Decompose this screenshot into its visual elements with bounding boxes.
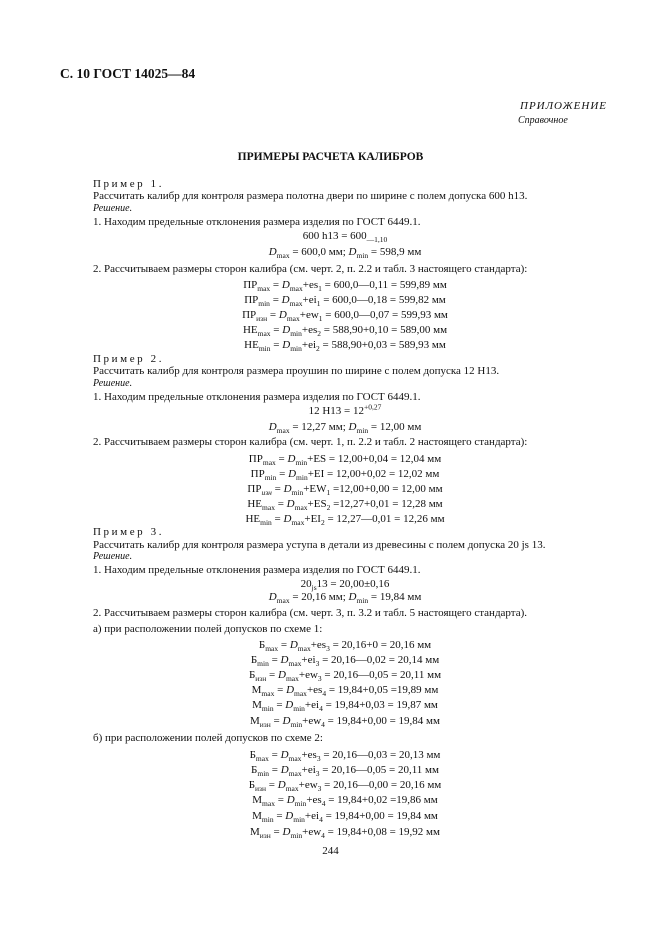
page-header: С. 10 ГОСТ 14025—84 — [60, 66, 196, 81]
example-1-formula-5: $НЕ_{min} = D_{min}+ei_2 = 588,90+0,03 = 589,93$ мм — [244, 339, 446, 354]
example-3-a-formula-1: $Б_{max} = D_{max}+es_3 = 20,16+0 = 20,16$ мм — [258, 639, 432, 654]
example-2-tolerance: 12 $H13 = 12^{+0,27}$ — [308, 402, 382, 417]
example-3-limits: $D_{max} = 20,16$ мм; $D_{min} = 19,84$ мм — [268, 591, 422, 606]
example-3-b-formula-4: $М_{max} = D_{min}+es_4 = 19,84+0,02 =19,86$ мм — [252, 794, 438, 809]
example-1-task: Рассчитать калибр для контроля размера полотна двери по ширине с полем допуска 600 h13. — [93, 190, 528, 202]
example-2-formula-3: $ПР_{изн} = D_{min}+EW_1 =12,00+0,00 = 12,00$ мм — [247, 483, 443, 498]
example-3-solution: Решение. — [93, 551, 133, 562]
example-1-solution: Решение. — [93, 203, 133, 214]
example-1-step1: 1. Находим предельные отклонения размера изделия по ГОСТ 6449.1. — [93, 216, 421, 228]
example-2-formula-2: $ПР_{min} = D_{min}+EI = 12,00+0,02 = 12,02$ мм — [250, 468, 440, 483]
example-2-formula-5: $НЕ_{min} = D_{max}+EI_2$ = 12,27—0,01 = 12,26 мм — [245, 513, 445, 528]
example-3-b-formula-6: $М_{изн} = D_{min}+ew_4 = 19,84+0,08 = 19,92$ мм — [250, 826, 440, 841]
example-3-task: Рассчитать калибр для контроля размера уступа в детали из древесины с полем допуска 20 js 13. — [93, 539, 546, 551]
example-1-limits: $D_{max} = 600,0$ мм; $D_{min} = 598,9$ мм — [268, 246, 422, 261]
example-2-solution: Решение. — [93, 378, 133, 389]
example-3-b-formula-2: $Б_{min} = D_{max}+ei_3$ = 20,16—0,05 = 20,11 мм — [251, 764, 439, 779]
example-3-step2: 2. Рассчитываем размеры сторон калибра (см. черт. 3, п. 3.2 и табл. 5 настоящего стандарта). — [93, 607, 528, 619]
page-title: ПРИМЕРЫ РАСЧЕТА КАЛИБРОВ — [237, 151, 424, 163]
example-1-formula-2: $ПР_{min} = D_{max}+ei_1$ = 600,0—0,18 = 599,82 мм — [244, 294, 446, 309]
example-3-case-b: б) при расположении полей допусков по схеме 2: — [93, 732, 323, 744]
example-1-formula-3: $ПР_{изн} = D_{max}+ew_1$ = 600,0—0,07 = 599,93 мм — [242, 309, 448, 324]
example-3-a-formula-6: $М_{изн} = D_{min}+ew_4 = 19,84+0,00 = 19,84$ мм — [250, 715, 440, 730]
example-1-formula-4: $НЕ_{max} = D_{min}+es_2 = 588,90+0,10 = 589,00$ мм — [242, 324, 448, 339]
example-2-step1: 1. Находим предельные отклонения размера изделия по ГОСТ 6449.1. — [93, 391, 421, 403]
example-3-a-formula-5: $М_{min} = D_{min}+ei_4 = 19,84+0,03 = 19,87$ мм — [252, 699, 438, 714]
example-1-formula-1: $ПР_{max} = D_{max}+es_1$ = 600,0—0,11 = 599,89 мм — [243, 279, 447, 294]
example-1-tolerance: 600 $h13 = 600_{—1,10}$ — [302, 230, 388, 245]
reference-label: Справочное — [518, 115, 568, 126]
example-3-a-formula-2: $Б_{min} = D_{max}+ei_3$ = 20,16—0,02 = 20,14 мм — [250, 654, 440, 669]
example-2-limits: $D_{max} = 12,27$ мм; $D_{min} = 12,00$ мм — [268, 421, 422, 436]
example-2-step2: 2. Рассчитываем размеры сторон калибра (см. черт. 1, п. 2.2 и табл. 2 настоящего стандарта): — [93, 436, 528, 448]
example-3-b-formula-1: $Б_{max} = D_{max}+es_3$ = 20,16—0,03 = 20,13 мм — [249, 749, 441, 764]
example-1-label: Пример 1. — [93, 178, 165, 190]
example-3-a-formula-3: $Б_{изн} = D_{max}+ew_3$ = 20,16—0,05 = 20,11 мм — [248, 669, 442, 684]
example-3-step1: 1. Находим предельные отклонения размера изделия по ГОСТ 6449.1. — [93, 564, 421, 576]
appendix-label: ПРИЛОЖЕНИЕ — [520, 100, 607, 112]
example-3-b-formula-3: $Б_{изн} = D_{max}+ew_3$ = 20,16—0,00 = 20,16 мм — [248, 779, 442, 794]
example-2-formula-4: $НЕ_{max} = D_{max}+ES_2 =12,27+0,01 = 12,28$ мм — [247, 498, 443, 513]
example-3-a-formula-4: $М_{max} = D_{max}+es_4 = 19,84+0,05 =19,89$ мм — [251, 684, 439, 699]
page-number: 244 — [322, 845, 339, 857]
example-3-label: Пример 3. — [93, 526, 165, 538]
example-3-tolerance: $20_{js}13 = 20,00\pm 0,16$ — [300, 578, 390, 593]
example-3-b-formula-5: $М_{min} = D_{min}+ei_4 = 19,84+0,00 = 19,84$ мм — [252, 810, 438, 825]
example-2-task: Рассчитать калибр для контроля размера проушин по ширине с полем допуска 12 H13. — [93, 365, 500, 377]
example-2-formula-1: $ПР_{max} = D_{min}+ES = 12,00+0,04 = 12,04$ мм — [248, 453, 442, 468]
example-1-step2: 2. Рассчитываем размеры сторон калибра (см. черт. 2, п. 2.2 и табл. 3 настоящего стандарта): — [93, 263, 528, 275]
example-3-case-a: а) при расположении полей допусков по схеме 1: — [93, 623, 323, 635]
example-2-label: Пример 2. — [93, 353, 165, 365]
